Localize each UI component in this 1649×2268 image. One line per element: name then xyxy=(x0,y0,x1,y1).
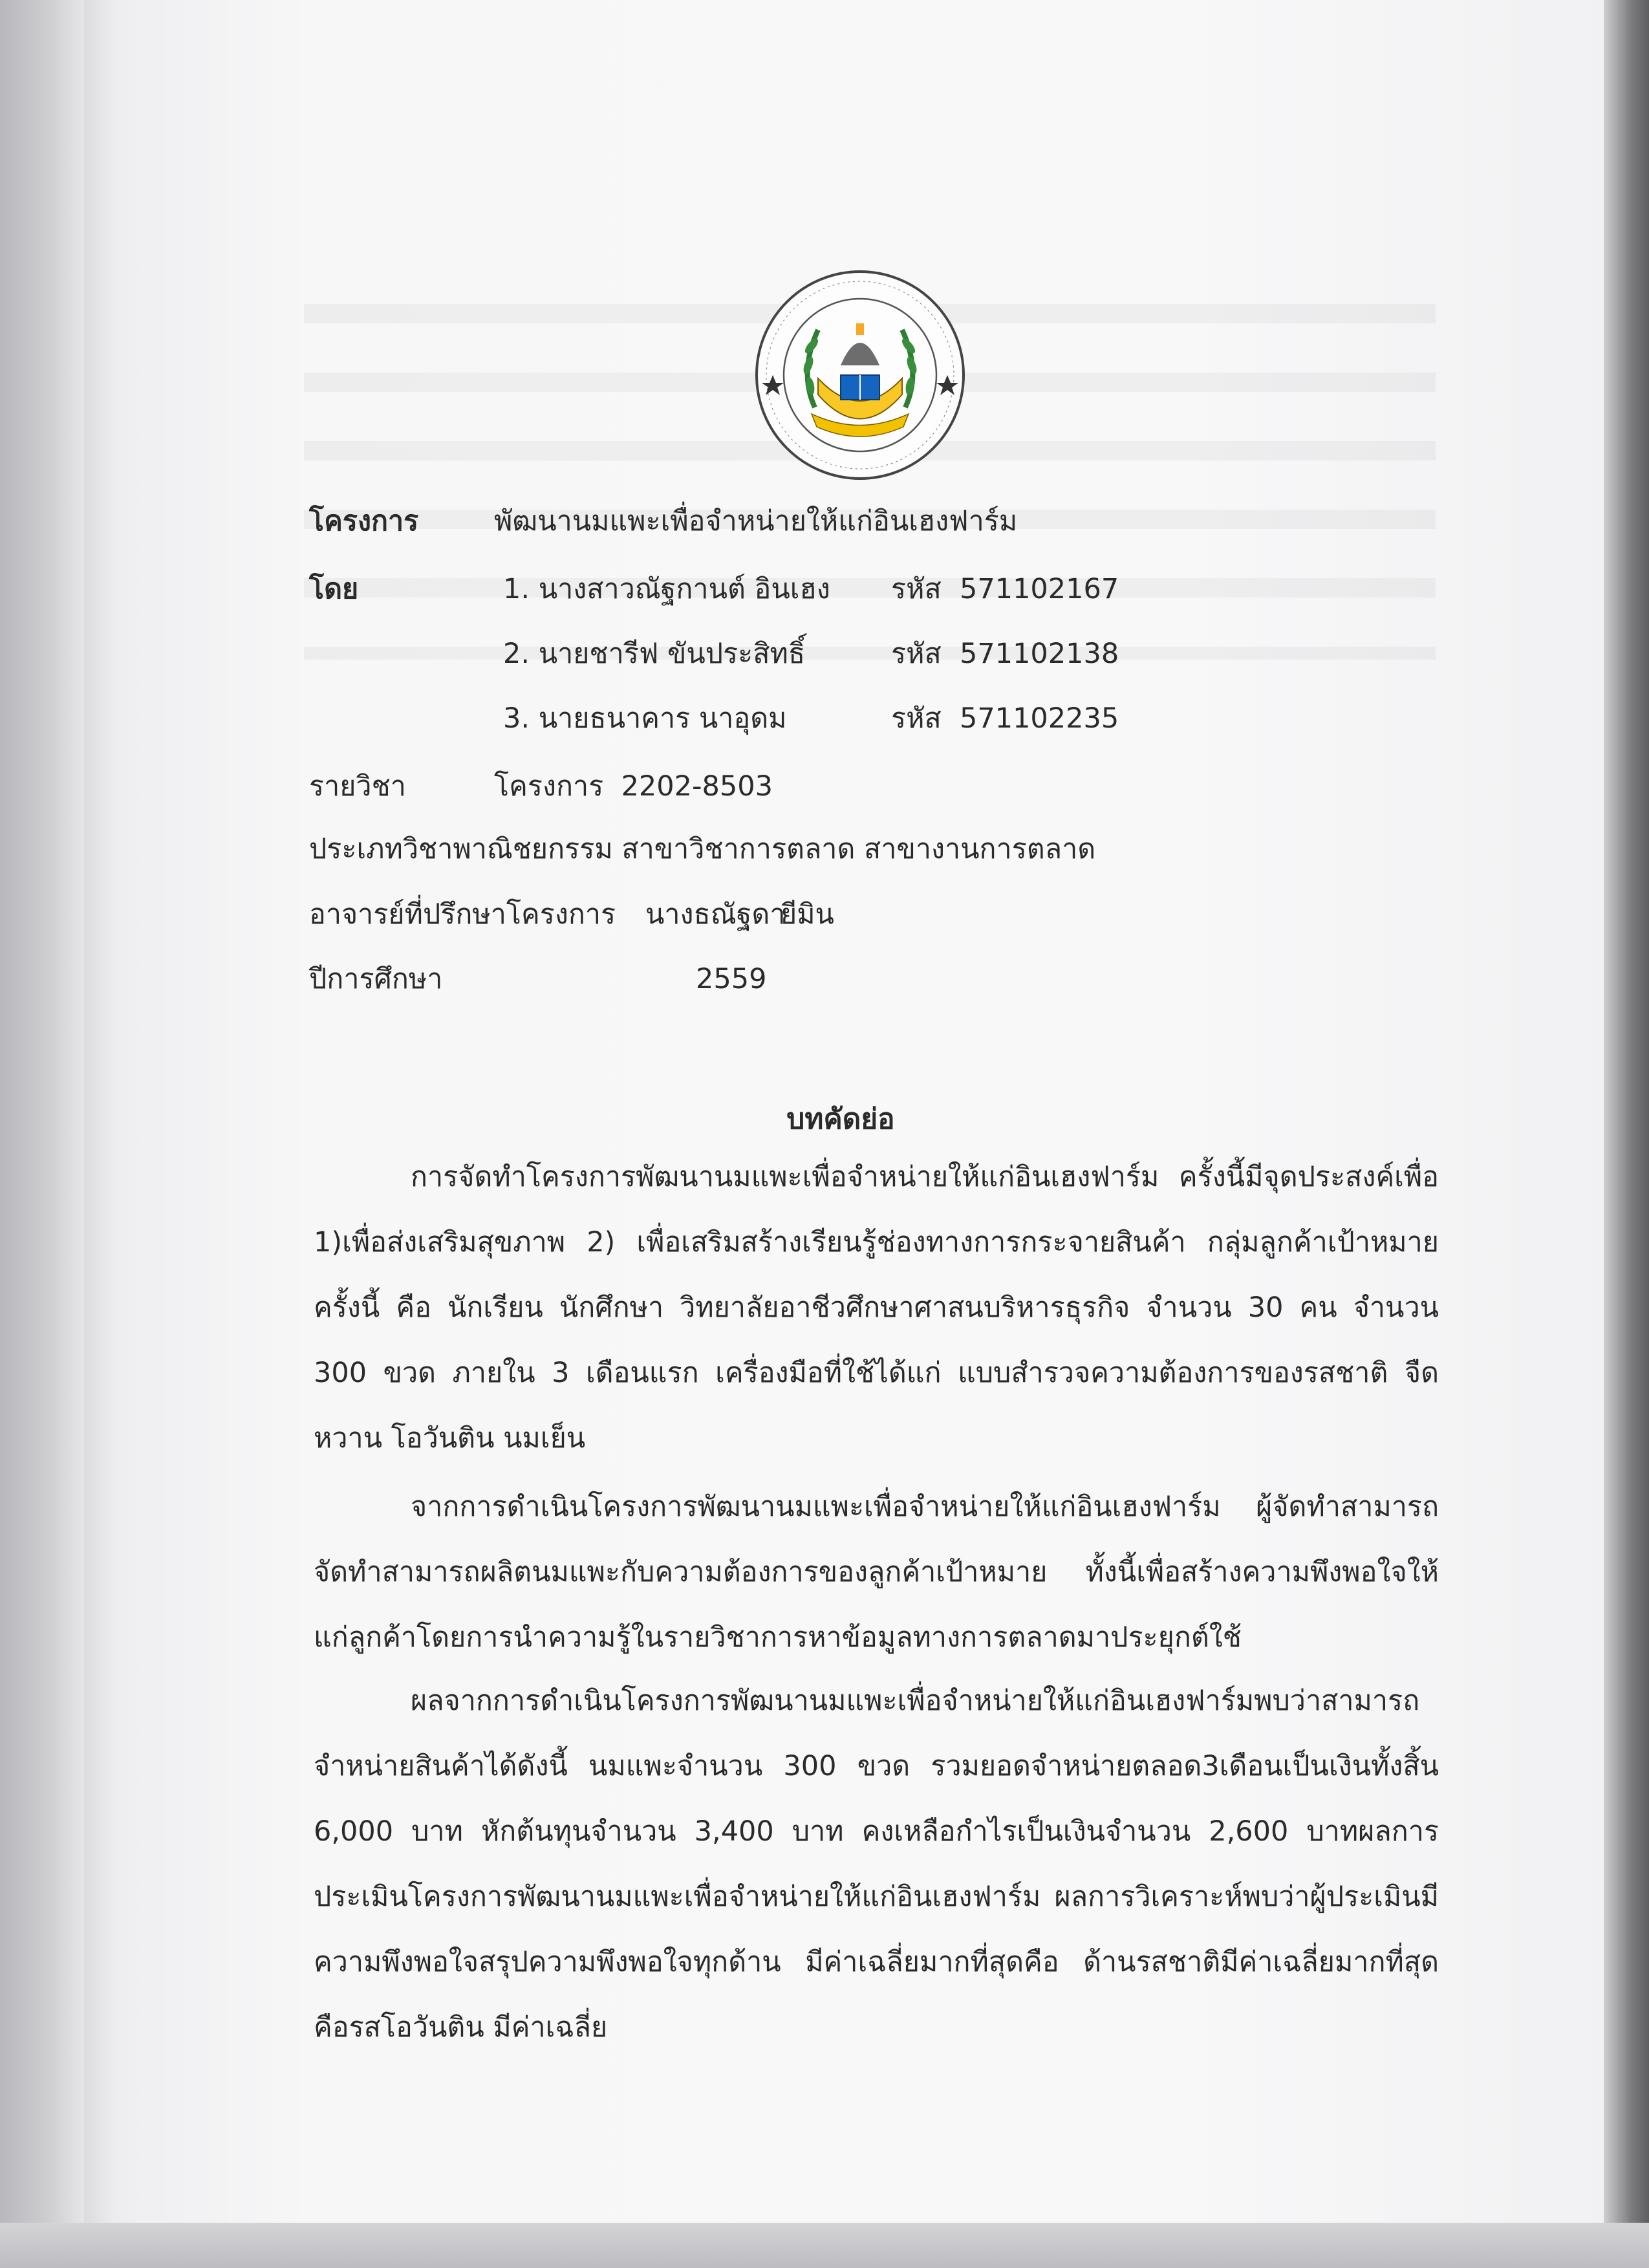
advisor-first-name: นางธณัฐดา xyxy=(645,898,786,931)
abstract-title: บทคัดย่อ xyxy=(786,1103,895,1136)
by-label: โดย xyxy=(309,573,359,605)
category-line: ประเภทวิชาพาณิชยกรรม สาขาวิชาการตลาด สาขางานการตลาด xyxy=(309,833,1096,865)
advisor-last-name: ยีมิน xyxy=(781,898,834,931)
academic-year-label: ปีการศึกษา xyxy=(309,963,443,995)
member-code: 571102138 xyxy=(960,638,1119,670)
abstract-paragraph xyxy=(314,1474,1439,1670)
academic-year-value: 2559 xyxy=(696,963,767,995)
member-code-label: รหัส xyxy=(891,638,942,670)
abstract-paragraph-text: การจัดทำโครงการพัฒนานมแพะเพื่อจำหน่ายให้แก่อินเฮงฟาร์ม ครั้งนี้มีจุดประสงค์เพื่อ 1)เพื่อส่งเสริมสุขภาพ 2) เพื่อเสริมสร้างเรียนรู้ช่องทางการกระจายสินค้า กลุ่มลูกค้าเป้าหมายครั้งนี้ คือ นักเรียน นักศึกษา วิทยาลัยอาชีวศึกษาศาสนบริหารธุรกิจ จำนวน 30 คน จำนวน 300 ขวด ภายใน 3 เดือนแรก เครื่องมือที่ใช้ได้แก่ แบบสำรวจความต้องการของรสชาติ จืด หวาน โอวันติน นมเย็น xyxy=(314,1161,1439,1454)
abstract-paragraph xyxy=(314,1669,1439,2060)
project-label: โครงการ xyxy=(309,505,419,537)
advisor-label: อาจารย์ที่ปรึกษาโครงการ xyxy=(309,898,616,931)
project-title: พัฒนานมแพะเพื่อจำหน่ายให้แก่อินเฮงฟาร์ม xyxy=(494,505,1018,537)
abstract-paragraph-text: จากการดำเนินโครงการพัฒนานมแพะเพื่อจำหน่ายให้แก่อินเฮงฟาร์ม ผู้จัดทำสามารถจัดทำสามารถผลิตนมแพะกับความต้องการของลูกค้าเป้าหมาย ทั้งนี้เพื่อสร้างความพึงพอใจให้แก่ลูกค้าโดยการนำความรู้ในรายวิชาการหาข้อมูลทางการตลาดมาประยุกต์ใช้ xyxy=(314,1491,1439,1654)
member-code: 571102235 xyxy=(960,702,1119,735)
member-name: 3. นายธนาคาร นาอุดม xyxy=(503,702,787,735)
member-code-label: รหัส xyxy=(891,573,942,605)
member-name: 2. นายชารีฟ ขันประสิทธิ์ xyxy=(503,638,806,670)
member-name: 1. นางสาวณัฐกานต์ อินเฮง xyxy=(503,573,830,605)
abstract-paragraph-text: ผลจากการดำเนินโครงการพัฒนานมแพะเพื่อจำหน่ายให้แก่อินเฮงฟาร์มพบว่าสามารถจำหน่ายสินค้าได้ดังนี้ นมแพะจำนวน 300 ขวด รวมยอดจำหน่ายตลอด3เดือนเป็นเงินทั้งสิ้น 6,000 บาท หักต้นทุนจำนวน 3,400 บาท คงเหลือกำไรเป็นเงินจำนวน 2,600 บาทผลการประเมินโครงการพัฒนานมแพะเพื่อจำหน่ายให้แก่อินเฮงฟาร์ม ผลการวิเคราะห์พบว่าผู้ประเมินมีความพึงพอใจสรุปความพึงพอใจทุกด้าน มีค่าเฉลี่ยมากที่สุดคือ ด้านรสชาติมีค่าเฉลี่ยมากที่สุดคือรสโอวันติน มีค่าเฉลี่ย xyxy=(314,1685,1439,2044)
subject-label: รายวิชา xyxy=(309,770,406,803)
member-code: 571102167 xyxy=(960,573,1119,605)
subject-value: โครงการ 2202-8503 xyxy=(494,770,773,803)
member-code-label: รหัส xyxy=(891,702,942,735)
abstract-paragraph xyxy=(314,1145,1439,1471)
